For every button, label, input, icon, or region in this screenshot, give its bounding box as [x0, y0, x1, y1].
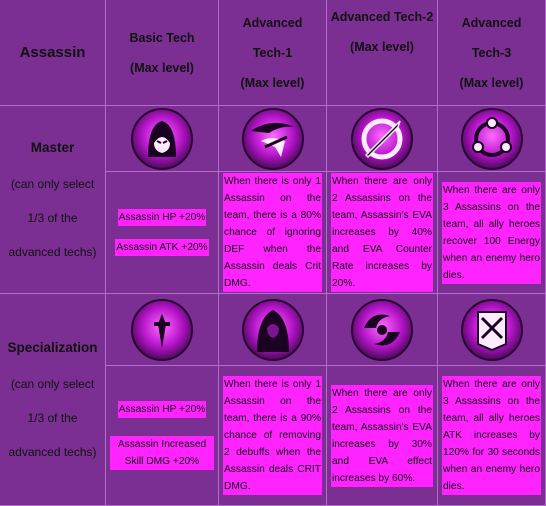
header-class-name: [0, 0, 106, 106]
master-adv2-desc: When there are only 2 Assassins on the team, Assassin's EVA increases by 40% and EVA Counter Rate increases by 20%.: [331, 173, 433, 292]
spec-adv3-desc-cell: [438, 366, 546, 506]
spec-adv1-desc: When there is only 1 Assassin on the team, there is a 90% chance of removing 2 debuffs when the Assassin deals CRIT DMG.: [223, 376, 322, 495]
header-adv3-line1: Advanced: [461, 15, 522, 30]
row-spec-sub3: advanced techs): [8, 444, 97, 459]
spec-adv1-desc-cell: [219, 366, 327, 506]
row-spec-sub1: (can only select: [10, 376, 95, 391]
spiral-vortex-icon: [350, 298, 414, 362]
row-master-sub1: (can only select: [10, 176, 95, 191]
spec-adv2-icon-cell: [327, 294, 438, 366]
master-basic-icon-cell: [106, 106, 219, 172]
spec-basic-icon-cell: [106, 294, 219, 366]
header-adv1-line1: Advanced: [242, 15, 303, 30]
row-spec-sub2: 1/3 of the: [27, 410, 78, 425]
class-name-text: Assassin: [19, 43, 86, 61]
header-adv1-line3: (Max level): [240, 75, 305, 90]
header-advanced-tech-1: [219, 0, 327, 106]
hooded-assassin-icon: [130, 107, 194, 171]
header-basic-line2: (Max level): [130, 60, 194, 75]
crossed-swords-banner-icon: [460, 298, 524, 362]
row-label-specialization: [0, 294, 106, 506]
master-adv1-desc: When there is only 1 Assassin on the team, there is a 80% chance of ignoring DEF when the Assassin deals Crit DMG.: [223, 173, 322, 292]
row-label-master: [0, 106, 106, 294]
header-basic-line1: Basic Tech: [129, 30, 195, 45]
header-adv2-line2: (Max level): [350, 40, 414, 54]
master-adv2-icon-cell: [327, 106, 438, 172]
hooded-figure-icon: [241, 298, 305, 362]
spec-adv2-desc: When there are only 2 Assassins on the team, Assassin's EVA increases by 30% and EVA effect increases by 60%.: [331, 385, 433, 487]
spec-basic-desc-cell: [106, 366, 219, 506]
header-advanced-tech-3: [438, 0, 546, 106]
spec-adv3-icon-cell: [438, 294, 546, 366]
spec-adv2-desc-cell: [327, 366, 438, 506]
header-adv2-line1: Advanced Tech-2: [330, 10, 434, 24]
row-title-master: Master: [30, 139, 75, 155]
master-adv2-desc-cell: [327, 172, 438, 294]
spec-basic-line2: Assassin Increased Skill DMG +20%: [110, 436, 214, 470]
header-basic-tech: [106, 0, 219, 106]
spec-basic-line1: Assassin HP +20%: [118, 401, 207, 418]
spec-adv3-desc: When there are only 3 Assassins on the team, all ally heroes ATK increases by 120% for 30 seconds when an enemy hero dies.: [442, 376, 541, 495]
header-advanced-tech-2: [327, 0, 438, 106]
master-adv3-icon-cell: [438, 106, 546, 172]
master-adv1-icon-cell: [219, 106, 327, 172]
slashing-leap-icon: [241, 107, 305, 171]
master-adv1-desc-cell: [219, 172, 327, 294]
master-basic-line1: Assassin HP +20%: [118, 209, 207, 226]
master-basic-desc-cell: [106, 172, 219, 294]
header-adv1-line2: Tech-1: [252, 45, 293, 60]
triad-circle-icon: [460, 107, 524, 171]
master-basic-line2: Assassin ATK +20%: [115, 239, 208, 256]
master-adv3-desc: When there are only 3 Assassins on the team, all ally heroes recover 100 Energy when an enemy hero dies.: [442, 182, 541, 284]
dagger-icon: [130, 298, 194, 362]
blade-ring-icon: [350, 107, 414, 171]
spec-adv1-icon-cell: [219, 294, 327, 366]
header-adv3-line3: (Max level): [459, 75, 524, 90]
header-adv3-line2: Tech-3: [471, 45, 512, 60]
row-master-sub2: 1/3 of the: [27, 210, 78, 225]
master-adv3-desc-cell: [438, 172, 546, 294]
row-master-sub3: advanced techs): [8, 244, 97, 259]
row-title-specialization: Specialization: [7, 339, 98, 355]
